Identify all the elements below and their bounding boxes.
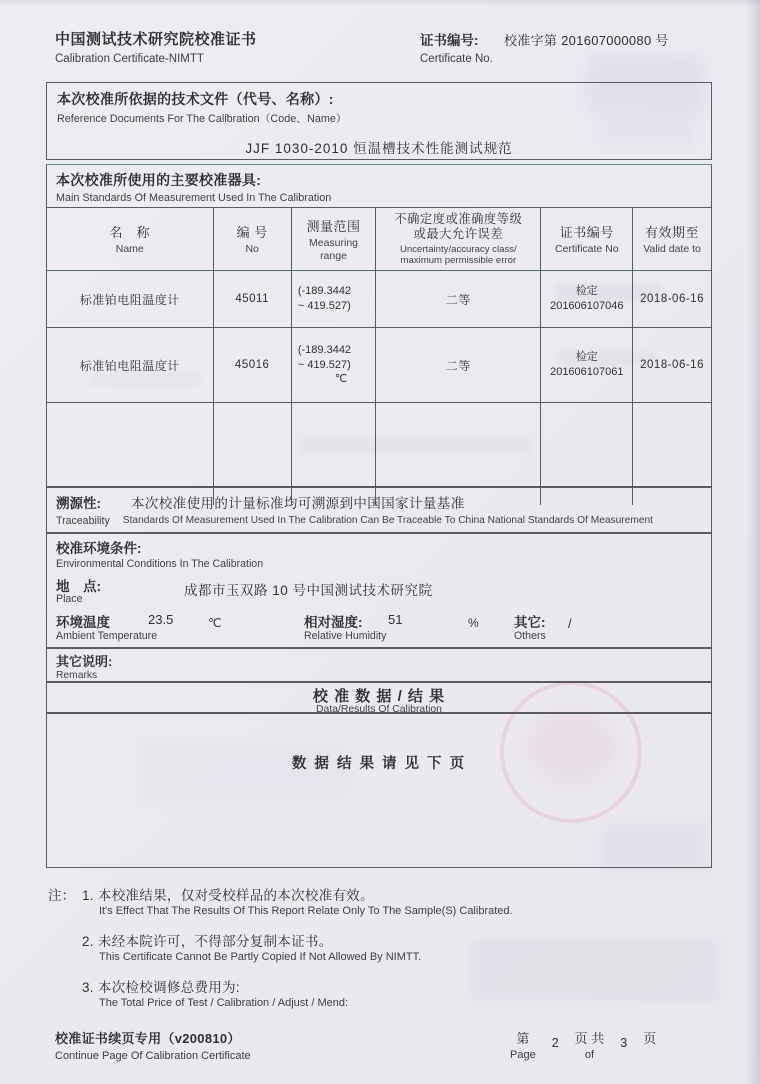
cell-certno: 检定 201606107061	[541, 328, 633, 403]
certificate-number-block	[420, 29, 715, 65]
col-header-name: 名 称 Name	[47, 208, 213, 271]
others-value: /	[568, 616, 572, 631]
place-label-zh: 地 点:	[56, 579, 101, 594]
traceability-text-zh: 本次校准使用的计量标准均可溯源到中国国家计量基准	[131, 496, 465, 511]
environment-section	[46, 533, 712, 648]
reference-document-name: JJF 1030-2010 恒温槽技术性能测试规范	[245, 141, 513, 156]
cell-name: 标准铂电阻温度计	[47, 328, 213, 403]
footer-left-en: Continue Page Of Calibration Certificate	[55, 1050, 251, 1062]
reference-documents-section	[46, 82, 712, 160]
notes-items	[82, 884, 513, 1022]
temperature-value: 23.5	[148, 612, 174, 627]
notes-section	[48, 884, 703, 1022]
results-body-section	[46, 713, 712, 868]
cell-uncertainty: 二等	[376, 271, 541, 328]
place-value: 成都市玉双路 10 号中国测试技术研究院	[184, 583, 433, 598]
environment-title-en: Environmental Conditions In The Calibration	[56, 558, 264, 570]
scan-edge-top	[0, 0, 760, 6]
remarks-title-zh: 其它说明:	[56, 654, 113, 669]
temperature-label-en: Ambient Temperature	[56, 630, 158, 642]
standards-table	[47, 207, 711, 505]
others-label-en: Others	[514, 630, 546, 642]
traceability-label-en: Traceability	[56, 515, 110, 527]
certificate-no-label-en: Certificate No.	[420, 53, 493, 65]
cell-valid: 2018-06-16	[633, 328, 711, 403]
humidity-unit: %	[468, 616, 479, 630]
results-title-zh: 校 准 数 据 / 结 果	[312, 688, 446, 705]
page-end-word: 页	[643, 1031, 657, 1046]
humidity-value: 51	[388, 612, 403, 627]
standards-title-en: Main Standards Of Measurement Used In The Calibration	[56, 192, 332, 204]
results-title-en: Data/Results Of Calibration	[316, 704, 442, 715]
temperature-label-zh: 环境温度	[56, 615, 110, 630]
humidity-label-en: Relative Humidity	[304, 630, 387, 642]
traceability-label-zh: 溯源性:	[56, 496, 101, 511]
standards-table-row	[47, 271, 711, 328]
note-item-en: This Certificate Cannot Be Partly Copied If Not Allowed By NIMTT.	[99, 951, 422, 963]
traceability-text-en: Standards Of Measurement Used In The Calibration Can Be Traceable To China National Standards Of Measurement	[122, 515, 654, 526]
total-pages: 3	[620, 1036, 628, 1050]
cell-range: (-189.3442 ~ 419.527) ℃	[291, 328, 375, 403]
page-number: 2	[551, 1036, 559, 1050]
others-label-zh: 其它:	[514, 615, 546, 630]
col-header-certno: 证书编号 Certificate No	[541, 208, 633, 271]
environment-title-zh: 校准环境条件:	[56, 541, 142, 556]
cell-uncertainty: 二等	[376, 328, 541, 403]
document-footer	[55, 1028, 715, 1062]
cell-name: 标准铂电阻温度计	[47, 271, 213, 328]
temperature-unit: ℃	[208, 616, 222, 630]
results-body-text: 数 据 结 果 请 见 下 页	[291, 756, 467, 772]
cell-valid: 2018-06-16	[633, 271, 711, 328]
page-word: 第 Page	[510, 1031, 536, 1061]
note-item-en: The Total Price of Test / Calibration / Adjust / Mend:	[99, 997, 349, 1009]
humidity-label-zh: 相对湿度:	[304, 615, 363, 630]
cell-certno: 检定 201606107046	[541, 271, 633, 328]
scan-edge-right	[746, 0, 760, 1084]
cell-range: (-189.3442 ~ 419.527)	[291, 271, 375, 328]
certificate-title-zh: 中国测试技术研究院校准证书	[55, 31, 257, 48]
col-header-no: 编 号 No	[213, 208, 291, 271]
remarks-title-en: Remarks	[56, 670, 98, 681]
certificate-title-en: Calibration Certificate-NIMTT	[55, 53, 204, 65]
of-word: 页 共 of	[574, 1031, 605, 1061]
footer-left-zh: 校准证书续页专用（v200810）	[55, 1031, 241, 1046]
note-item-zh: 3. 本次检校调修总费用为:	[82, 980, 240, 995]
main-standards-section	[46, 164, 712, 487]
standards-table-row	[47, 328, 711, 403]
notes-label: 注：	[48, 888, 75, 903]
results-title-section	[46, 682, 712, 713]
note-item-zh: 2. 未经本院许可，不得部分复制本证书。	[82, 934, 333, 949]
page-indicator	[510, 1028, 656, 1061]
note-item-en: It's Effect That The Results Of This Report Relate Only To The Sample(S) Calibrated.	[99, 905, 513, 917]
note-item-zh: 1. 本校准结果，仅对受校样品的本次校准有效。	[82, 888, 374, 903]
cell-no: 45011	[213, 271, 291, 328]
environment-values-row	[56, 611, 702, 649]
place-row	[56, 573, 702, 609]
col-header-range: 测量范围 Measuring range	[291, 208, 375, 271]
col-header-valid: 有效期至 Valid date to	[633, 208, 711, 271]
standards-title-zh: 本次校准所使用的主要校准器具:	[56, 172, 262, 188]
col-header-uncertainty: 不确定度或准确度等级 或最大允许误差 Uncertainty/accuracy class/ maximum permissible error	[376, 208, 541, 271]
cell-no: 45016	[213, 328, 291, 403]
document-header	[55, 28, 715, 65]
place-label-en: Place	[56, 593, 83, 605]
standards-table-header-row	[47, 208, 711, 271]
certificate-no-label-zh: 证书编号:	[420, 33, 479, 48]
reference-title-en: Reference Documents For The Calibration（Code、Name）	[57, 113, 347, 125]
certificate-no-value: 校准字第 201607000080 号	[504, 33, 669, 48]
traceability-section	[46, 487, 712, 533]
reference-title-zh: 本次校准所依据的技术文件（代号、名称）:	[57, 91, 334, 107]
remarks-section	[46, 648, 712, 682]
